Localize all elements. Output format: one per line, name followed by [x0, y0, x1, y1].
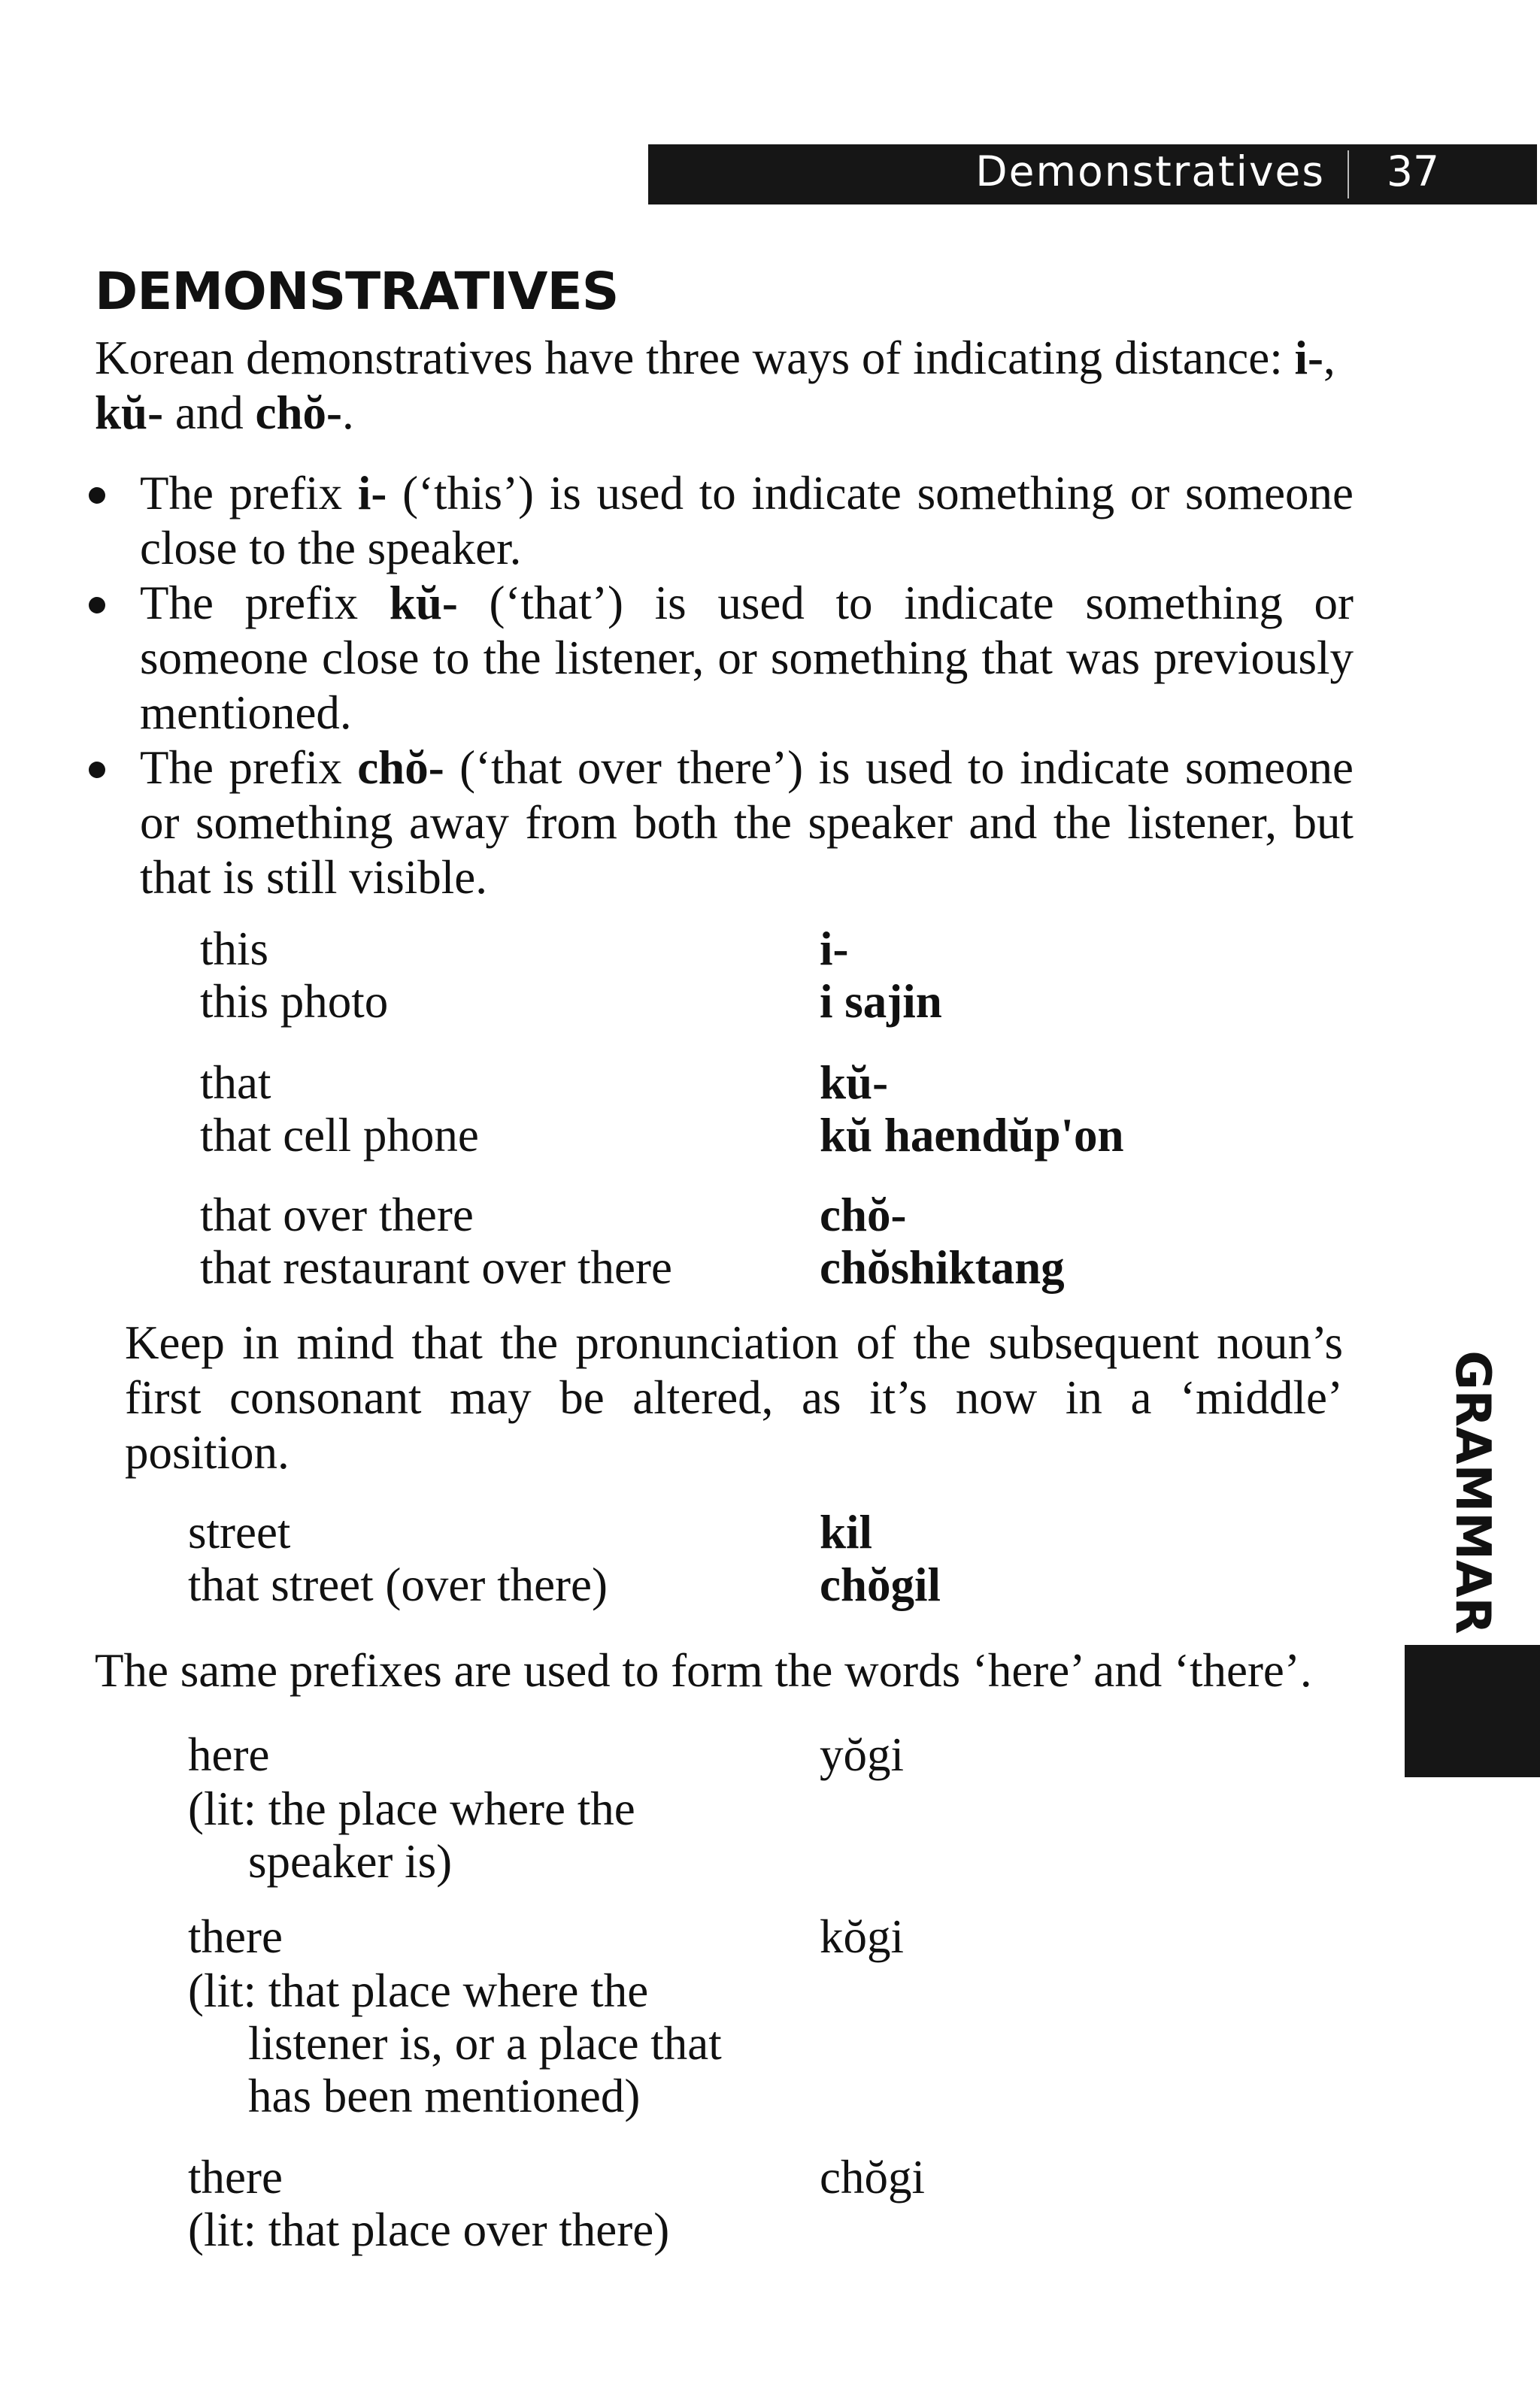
bullet-dot-icon	[89, 597, 105, 613]
example-english: that over there	[200, 1189, 474, 1241]
place-word-literal: has been mentioned)	[248, 2070, 641, 2122]
running-header-title: Demonstratives	[975, 147, 1325, 195]
place-word-korean: chŏgi	[820, 2151, 925, 2204]
intro-paragraph: Korean demonstratives have three ways of indicating distance: i-, kŭ- and chŏ-.	[95, 332, 1335, 439]
same-prefixes-sentence: The same prefixes are used to form the words ‘here’ and ‘there’.	[95, 1644, 1312, 1697]
place-word-literal: (lit: the place where the	[188, 1783, 635, 1835]
street-korean: chŏgil	[820, 1558, 941, 1611]
section-side-tab-label: GRAMMAR	[1445, 1350, 1500, 1634]
running-header	[648, 144, 1537, 204]
place-word-literal: listener is, or a place that	[248, 2017, 722, 2070]
section-thumb-tab	[1405, 1645, 1540, 1777]
place-word-literal: speaker is)	[248, 1835, 453, 1888]
street-korean: kil	[820, 1506, 873, 1558]
bullet-dot-icon	[89, 487, 105, 504]
example-korean: chŏshiktang	[820, 1241, 1065, 1294]
place-word-korean: kŏgi	[820, 1910, 905, 1963]
street-english: that street (over there)	[188, 1558, 608, 1611]
section-title: DEMONSTRATIVES	[95, 262, 619, 322]
place-word-literal: (lit: that place over there)	[188, 2204, 670, 2256]
example-korean: kŭ-	[820, 1056, 889, 1109]
middle-position-note: Keep in mind that the pronunciation of the subsequent noun’s first consonant may be altered, as it’s now in a ‘middle’ position.	[125, 1316, 1343, 1479]
place-word-literal: (lit: that place where the	[188, 1964, 649, 2017]
example-korean: chŏ-	[820, 1189, 907, 1241]
bullet-item: The prefix i- (‘this’) is used to indicate something or someone close to the speaker.	[83, 466, 1354, 576]
bullet-item: The prefix kŭ- (‘that’) is used to indicate something or someone close to the listener, or something that was previously mentioned.	[83, 576, 1354, 741]
bullet-item: The prefix chŏ- (‘that over there’) is used to indicate someone or something away from both the speaker and the listener, but that is still visible.	[83, 741, 1354, 905]
street-english: street	[188, 1506, 291, 1558]
place-word-korean: yŏgi	[820, 1728, 905, 1781]
example-english: this photo	[200, 975, 389, 1028]
example-korean: i-	[820, 922, 849, 975]
place-word-english: there	[188, 2151, 283, 2204]
bullet-dot-icon	[89, 762, 105, 778]
example-korean: i sajin	[820, 975, 942, 1028]
place-word-english: there	[188, 1910, 283, 1963]
example-english: this	[200, 922, 269, 975]
example-english: that restaurant over there	[200, 1241, 672, 1294]
example-english: that	[200, 1056, 271, 1109]
example-korean: kŭ haendŭp'on	[820, 1109, 1124, 1162]
page-number: 37	[1387, 147, 1439, 195]
example-english: that cell phone	[200, 1109, 479, 1162]
place-word-english: here	[188, 1728, 270, 1781]
header-divider	[1348, 150, 1349, 198]
prefix-bullet-list	[83, 466, 1354, 905]
